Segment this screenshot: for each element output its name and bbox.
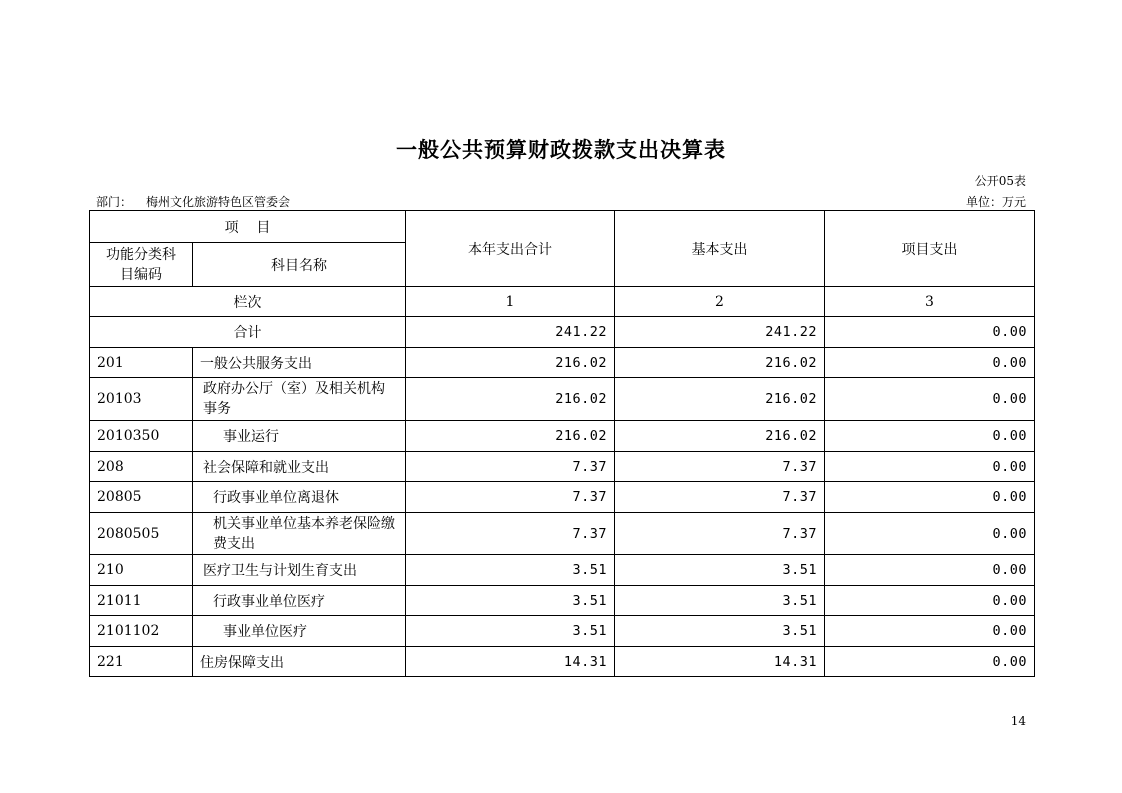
row-name: 住房保障支出 [193,647,406,677]
row-basic: 7.37 [615,452,825,482]
row-total: 3.51 [406,586,615,616]
expenditure-table [89,210,1035,677]
row-basic: 216.02 [615,348,825,378]
column-index-2: 2 [615,287,825,317]
row-total: 7.37 [406,513,615,555]
column-index-3: 3 [825,287,1035,317]
column-index-row [90,287,1035,317]
department-line [96,193,290,210]
row-total: 7.37 [406,452,615,482]
header-total: 本年支出合计 [406,211,615,287]
page-title: 一般公共预算财政拨款支出决算表 [396,137,726,162]
table-row [90,348,1035,378]
row-project: 0.00 [825,513,1035,555]
row-basic: 3.51 [615,616,825,647]
row-code: 2080505 [90,513,193,555]
sum-basic: 241.22 [615,317,825,348]
column-index-1: 1 [406,287,615,317]
sum-label: 合计 [90,317,406,348]
page-number: 14 [1010,714,1026,728]
row-code: 201 [90,348,193,378]
row-project: 0.00 [825,586,1035,616]
row-name: 事业运行 [193,421,406,452]
row-project: 0.00 [825,647,1035,677]
table-row [90,421,1035,452]
row-name: 医疗卫生与计划生育支出 [193,555,406,586]
department-label: 部门： [96,195,133,209]
row-name: 行政事业单位医疗 [193,586,406,616]
row-code: 208 [90,452,193,482]
row-basic: 3.51 [615,586,825,616]
table-row [90,513,1035,555]
table-code: 公开05表 [974,174,1026,188]
row-project: 0.00 [825,555,1035,586]
header-row-1 [90,211,1035,243]
row-total: 3.51 [406,555,615,586]
row-basic: 216.02 [615,378,825,421]
row-basic: 7.37 [615,513,825,555]
row-project: 0.00 [825,452,1035,482]
header-subject-name: 科目名称 [193,243,406,287]
row-name: 机关事业单位基本养老保险缴费支出 [193,513,406,555]
row-name: 社会保障和就业支出 [193,452,406,482]
row-basic: 216.02 [615,421,825,452]
row-code: 2010350 [90,421,193,452]
header-item: 项 目 [90,211,406,243]
row-basic: 7.37 [615,482,825,513]
row-name: 事业单位医疗 [193,616,406,647]
header-basic: 基本支出 [615,211,825,287]
table-row [90,378,1035,421]
row-name: 行政事业单位离退休 [193,482,406,513]
row-code: 21011 [90,586,193,616]
sum-total: 241.22 [406,317,615,348]
row-code: 2101102 [90,616,193,647]
row-project: 0.00 [825,421,1035,452]
row-project: 0.00 [825,378,1035,421]
row-basic: 14.31 [615,647,825,677]
row-code: 20103 [90,378,193,421]
table-row [90,555,1035,586]
sum-row [90,317,1035,348]
row-total: 216.02 [406,421,615,452]
row-project: 0.00 [825,348,1035,378]
row-total: 14.31 [406,647,615,677]
table-row [90,452,1035,482]
table-row [90,616,1035,647]
sum-project: 0.00 [825,317,1035,348]
row-project: 0.00 [825,616,1035,647]
row-code: 221 [90,647,193,677]
row-total: 3.51 [406,616,615,647]
row-total: 7.37 [406,482,615,513]
header-project: 项目支出 [825,211,1035,287]
row-code: 210 [90,555,193,586]
department-name: 梅州文化旅游特色区管委会 [146,195,291,209]
unit-label: 单位：万元 [965,195,1026,209]
table-row [90,586,1035,616]
row-total: 216.02 [406,348,615,378]
row-total: 216.02 [406,378,615,421]
row-code: 20805 [90,482,193,513]
table-row [90,482,1035,513]
row-name: 政府办公厅（室）及相关机构事务 [193,378,406,421]
column-index-label: 栏次 [90,287,406,317]
row-basic: 3.51 [615,555,825,586]
table-row [90,647,1035,677]
row-name: 一般公共服务支出 [193,348,406,378]
row-project: 0.00 [825,482,1035,513]
header-func-code: 功能分类科目编码 [90,243,193,287]
